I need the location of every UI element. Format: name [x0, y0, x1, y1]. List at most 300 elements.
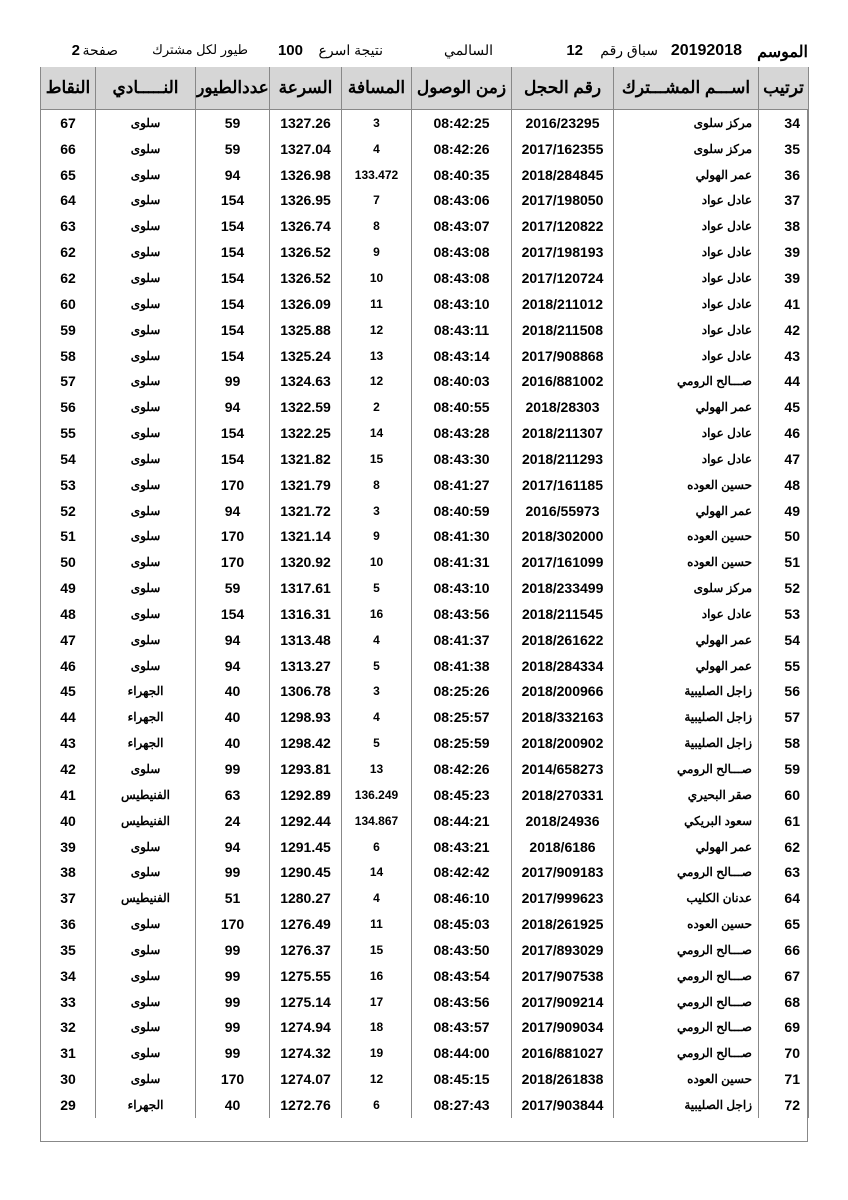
cell-speed: 1317.61 [270, 575, 342, 601]
cell-speed: 1313.27 [270, 653, 342, 679]
cell-name: حسين العوده [614, 911, 759, 937]
cell-name: صـــالح الرومي [614, 1040, 759, 1066]
cell-club: سلوى [96, 188, 196, 214]
cell-club: سلوى [96, 549, 196, 575]
cell-arrival: 08:41:30 [412, 524, 512, 550]
cell-rank: 57 [759, 704, 809, 730]
cell-arrival: 08:42:42 [412, 859, 512, 885]
season-label: الموسم [757, 44, 808, 61]
cell-distance: 15 [342, 937, 412, 963]
cell-points: 34 [41, 963, 96, 989]
cell-birds: 99 [196, 1015, 270, 1041]
cell-club: سلوى [96, 136, 196, 162]
table-row [41, 627, 809, 653]
cell-speed: 1290.45 [270, 859, 342, 885]
cell-birds: 94 [196, 834, 270, 860]
cell-arrival: 08:45:03 [412, 911, 512, 937]
result-count: 100 [277, 42, 303, 59]
cell-arrival: 08:43:08 [412, 265, 512, 291]
cell-club: الجهراء [96, 679, 196, 705]
cell-distance: 4 [342, 704, 412, 730]
cell-distance: 4 [342, 627, 412, 653]
cell-points: 38 [41, 859, 96, 885]
cell-name: عادل عواد [614, 317, 759, 343]
cell-speed: 1274.32 [270, 1040, 342, 1066]
cell-birds: 170 [196, 524, 270, 550]
cell-birds: 59 [196, 575, 270, 601]
cell-points: 31 [41, 1040, 96, 1066]
cell-points: 49 [41, 575, 96, 601]
cell-speed: 1293.81 [270, 756, 342, 782]
cell-points: 40 [41, 808, 96, 834]
cell-name: عادل عواد [614, 265, 759, 291]
cell-birds: 170 [196, 1066, 270, 1092]
cell-birds: 94 [196, 394, 270, 420]
cell-speed: 1276.49 [270, 911, 342, 937]
cell-rank: 62 [759, 834, 809, 860]
cell-points: 42 [41, 756, 96, 782]
cell-points: 62 [41, 239, 96, 265]
cell-arrival: 08:43:50 [412, 937, 512, 963]
cell-distance: 14 [342, 859, 412, 885]
table-row [41, 317, 809, 343]
table-row [41, 394, 809, 420]
cell-rank: 66 [759, 937, 809, 963]
cell-speed: 1327.04 [270, 136, 342, 162]
table-row [41, 756, 809, 782]
cell-rank: 56 [759, 679, 809, 705]
cell-birds: 94 [196, 162, 270, 188]
cell-name: زاجل الصليبية [614, 679, 759, 705]
cell-distance: 7 [342, 188, 412, 214]
table-row [41, 368, 809, 394]
cell-birds: 99 [196, 859, 270, 885]
cell-birds: 99 [196, 989, 270, 1015]
page-header [40, 42, 808, 64]
cell-points: 52 [41, 498, 96, 524]
cell-club: سلوى [96, 937, 196, 963]
cell-club: سلوى [96, 911, 196, 937]
cell-distance: 3 [342, 679, 412, 705]
cell-arrival: 08:43:54 [412, 963, 512, 989]
table-row [41, 808, 809, 834]
cell-rank: 53 [759, 601, 809, 627]
cell-speed: 1292.44 [270, 808, 342, 834]
cell-name: مركز سلوى [614, 136, 759, 162]
cell-speed: 1272.76 [270, 1092, 342, 1118]
col-name: اســـم المشـــترك [614, 67, 759, 110]
cell-points: 63 [41, 213, 96, 239]
cell-speed: 1325.88 [270, 317, 342, 343]
cell-arrival: 08:42:26 [412, 136, 512, 162]
cell-name: عدنان الكليب [614, 885, 759, 911]
table-row [41, 524, 809, 550]
cell-points: 64 [41, 188, 96, 214]
cell-rank: 70 [759, 1040, 809, 1066]
race-label: سباق رقم [600, 42, 658, 58]
cell-points: 51 [41, 524, 96, 550]
cell-club: سلوى [96, 110, 196, 136]
cell-birds: 99 [196, 368, 270, 394]
cell-speed: 1327.26 [270, 110, 342, 136]
cell-arrival: 08:43:56 [412, 601, 512, 627]
table-row [41, 472, 809, 498]
cell-rank: 58 [759, 730, 809, 756]
cell-arrival: 08:43:11 [412, 317, 512, 343]
table-row [41, 679, 809, 705]
cell-rank: 46 [759, 420, 809, 446]
cell-speed: 1292.89 [270, 782, 342, 808]
cell-ring: 2016/881002 [512, 368, 614, 394]
cell-rank: 39 [759, 265, 809, 291]
cell-club: سلوى [96, 368, 196, 394]
col-points: النقاط [41, 67, 96, 110]
cell-birds: 94 [196, 653, 270, 679]
cell-ring: 2018/261925 [512, 911, 614, 937]
col-speed: السرعة [270, 67, 342, 110]
table-row [41, 239, 809, 265]
cell-rank: 69 [759, 1015, 809, 1041]
cell-speed: 1298.42 [270, 730, 342, 756]
cell-club: سلوى [96, 1040, 196, 1066]
cell-birds: 170 [196, 472, 270, 498]
cell-arrival: 08:43:21 [412, 834, 512, 860]
cell-rank: 65 [759, 911, 809, 937]
cell-club: سلوى [96, 213, 196, 239]
cell-arrival: 08:42:26 [412, 756, 512, 782]
cell-club: الجهراء [96, 730, 196, 756]
cell-club: سلوى [96, 627, 196, 653]
table-row [41, 885, 809, 911]
col-birds: عددالطيور [196, 67, 270, 110]
cell-birds: 154 [196, 446, 270, 472]
cell-rank: 52 [759, 575, 809, 601]
cell-points: 30 [41, 1066, 96, 1092]
cell-distance: 9 [342, 239, 412, 265]
table-row [41, 498, 809, 524]
cell-speed: 1298.93 [270, 704, 342, 730]
cell-speed: 1275.14 [270, 989, 342, 1015]
cell-name: صـــالح الرومي [614, 963, 759, 989]
cell-ring: 2018/200902 [512, 730, 614, 756]
page-number: 2 [71, 42, 80, 59]
cell-rank: 60 [759, 782, 809, 808]
table-row [41, 420, 809, 446]
cell-speed: 1291.45 [270, 834, 342, 860]
cell-speed: 1276.37 [270, 937, 342, 963]
cell-ring: 2018/332163 [512, 704, 614, 730]
cell-rank: 36 [759, 162, 809, 188]
cell-arrival: 08:27:43 [412, 1092, 512, 1118]
cell-club: الجهراء [96, 1092, 196, 1118]
cell-ring: 2017/161185 [512, 472, 614, 498]
cell-arrival: 08:43:10 [412, 575, 512, 601]
cell-ring: 2018/284334 [512, 653, 614, 679]
cell-club: سلوى [96, 472, 196, 498]
cell-rank: 49 [759, 498, 809, 524]
table-row [41, 213, 809, 239]
cell-ring: 2017/909214 [512, 989, 614, 1015]
cell-speed: 1274.94 [270, 1015, 342, 1041]
cell-distance: 14 [342, 420, 412, 446]
cell-points: 33 [41, 989, 96, 1015]
cell-distance: 13 [342, 756, 412, 782]
cell-arrival: 08:46:10 [412, 885, 512, 911]
table-row [41, 136, 809, 162]
cell-arrival: 08:43:56 [412, 989, 512, 1015]
cell-ring: 2017/162355 [512, 136, 614, 162]
cell-arrival: 08:25:59 [412, 730, 512, 756]
cell-speed: 1321.72 [270, 498, 342, 524]
cell-distance: 10 [342, 549, 412, 575]
cell-distance: 12 [342, 1066, 412, 1092]
cell-ring: 2017/999623 [512, 885, 614, 911]
cell-speed: 1275.55 [270, 963, 342, 989]
cell-points: 32 [41, 1015, 96, 1041]
cell-name: عادل عواد [614, 213, 759, 239]
cell-speed: 1324.63 [270, 368, 342, 394]
cell-speed: 1280.27 [270, 885, 342, 911]
cell-points: 44 [41, 704, 96, 730]
cell-distance: 5 [342, 653, 412, 679]
cell-birds: 154 [196, 291, 270, 317]
cell-name: عمر الهولي [614, 834, 759, 860]
cell-birds: 99 [196, 963, 270, 989]
cell-club: سلوى [96, 343, 196, 369]
cell-ring: 2017/903844 [512, 1092, 614, 1118]
table-row [41, 782, 809, 808]
cell-points: 35 [41, 937, 96, 963]
cell-birds: 99 [196, 756, 270, 782]
cell-points: 62 [41, 265, 96, 291]
cell-club: سلوى [96, 394, 196, 420]
cell-distance: 136.249 [342, 782, 412, 808]
cell-birds: 154 [196, 420, 270, 446]
cell-ring: 2018/261838 [512, 1066, 614, 1092]
cell-name: صـــالح الرومي [614, 1015, 759, 1041]
cell-arrival: 08:40:35 [412, 162, 512, 188]
cell-rank: 72 [759, 1092, 809, 1118]
table-row [41, 575, 809, 601]
cell-rank: 42 [759, 317, 809, 343]
cell-distance: 12 [342, 317, 412, 343]
cell-rank: 34 [759, 110, 809, 136]
cell-ring: 2016/881027 [512, 1040, 614, 1066]
cell-name: صـــالح الرومي [614, 859, 759, 885]
cell-rank: 39 [759, 239, 809, 265]
cell-ring: 2018/270331 [512, 782, 614, 808]
cell-ring: 2017/120822 [512, 213, 614, 239]
cell-arrival: 08:43:30 [412, 446, 512, 472]
cell-points: 43 [41, 730, 96, 756]
cell-ring: 2016/23295 [512, 110, 614, 136]
cell-rank: 48 [759, 472, 809, 498]
cell-points: 36 [41, 911, 96, 937]
cell-name: عادل عواد [614, 343, 759, 369]
cell-club: سلوى [96, 291, 196, 317]
cell-ring: 2017/909034 [512, 1015, 614, 1041]
cell-ring: 2018/302000 [512, 524, 614, 550]
cell-speed: 1326.95 [270, 188, 342, 214]
cell-ring: 2017/120724 [512, 265, 614, 291]
cell-speed: 1313.48 [270, 627, 342, 653]
cell-points: 67 [41, 110, 96, 136]
cell-points: 58 [41, 343, 96, 369]
cell-distance: 8 [342, 213, 412, 239]
cell-birds: 154 [196, 317, 270, 343]
cell-ring: 2018/284845 [512, 162, 614, 188]
cell-birds: 40 [196, 679, 270, 705]
cell-arrival: 08:43:57 [412, 1015, 512, 1041]
cell-club: سلوى [96, 1015, 196, 1041]
result-label: نتيجة اسرع [318, 42, 383, 58]
cell-rank: 41 [759, 291, 809, 317]
cell-speed: 1322.25 [270, 420, 342, 446]
cell-birds: 154 [196, 265, 270, 291]
cell-rank: 71 [759, 1066, 809, 1092]
cell-name: عمر الهولي [614, 653, 759, 679]
cell-club: الفنيطيس [96, 808, 196, 834]
cell-points: 37 [41, 885, 96, 911]
cell-points: 55 [41, 420, 96, 446]
cell-points: 60 [41, 291, 96, 317]
cell-speed: 1326.98 [270, 162, 342, 188]
table-row [41, 446, 809, 472]
cell-arrival: 08:40:03 [412, 368, 512, 394]
race-number: 12 [566, 42, 583, 59]
cell-ring: 2018/200966 [512, 679, 614, 705]
cell-speed: 1326.52 [270, 239, 342, 265]
cell-speed: 1325.24 [270, 343, 342, 369]
cell-birds: 154 [196, 188, 270, 214]
cell-club: سلوى [96, 446, 196, 472]
cell-speed: 1326.74 [270, 213, 342, 239]
cell-distance: 9 [342, 524, 412, 550]
table-row [41, 937, 809, 963]
season-value: 20192018 [670, 42, 742, 59]
cell-birds: 24 [196, 808, 270, 834]
cell-name: حسين العوده [614, 472, 759, 498]
cell-club: سلوى [96, 317, 196, 343]
cell-speed: 1320.92 [270, 549, 342, 575]
cell-birds: 154 [196, 343, 270, 369]
cell-distance: 5 [342, 730, 412, 756]
cell-birds: 99 [196, 937, 270, 963]
cell-rank: 54 [759, 627, 809, 653]
cell-name: عادل عواد [614, 420, 759, 446]
cell-club: سلوى [96, 498, 196, 524]
cell-ring: 2018/28303 [512, 394, 614, 420]
cell-points: 65 [41, 162, 96, 188]
cell-ring: 2017/893029 [512, 937, 614, 963]
cell-arrival: 08:40:59 [412, 498, 512, 524]
table-row [41, 549, 809, 575]
birds-per-participant: طيور لكل مشترك [152, 42, 248, 57]
cell-distance: 6 [342, 834, 412, 860]
cell-club: سلوى [96, 756, 196, 782]
cell-points: 54 [41, 446, 96, 472]
cell-distance: 16 [342, 601, 412, 627]
cell-ring: 2018/261622 [512, 627, 614, 653]
cell-arrival: 08:41:31 [412, 549, 512, 575]
table-row [41, 911, 809, 937]
cell-rank: 44 [759, 368, 809, 394]
cell-speed: 1321.79 [270, 472, 342, 498]
cell-name: صـــالح الرومي [614, 756, 759, 782]
col-rank: ترتيب [759, 67, 809, 110]
cell-rank: 45 [759, 394, 809, 420]
cell-rank: 51 [759, 549, 809, 575]
cell-name: صـــالح الرومي [614, 368, 759, 394]
table-row [41, 963, 809, 989]
cell-distance: 134.867 [342, 808, 412, 834]
cell-points: 53 [41, 472, 96, 498]
cell-arrival: 08:25:57 [412, 704, 512, 730]
table-row [41, 859, 809, 885]
cell-points: 41 [41, 782, 96, 808]
cell-ring: 2017/909183 [512, 859, 614, 885]
cell-distance: 5 [342, 575, 412, 601]
cell-distance: 11 [342, 291, 412, 317]
cell-ring: 2017/198193 [512, 239, 614, 265]
cell-distance: 3 [342, 110, 412, 136]
cell-name: عادل عواد [614, 239, 759, 265]
cell-arrival: 08:40:55 [412, 394, 512, 420]
cell-ring: 2018/233499 [512, 575, 614, 601]
cell-arrival: 08:41:37 [412, 627, 512, 653]
cell-rank: 63 [759, 859, 809, 885]
cell-name: صقر البحيري [614, 782, 759, 808]
cell-name: عادل عواد [614, 291, 759, 317]
cell-points: 59 [41, 317, 96, 343]
cell-distance: 16 [342, 963, 412, 989]
cell-name: مركز سلوى [614, 575, 759, 601]
table-row [41, 1066, 809, 1092]
cell-distance: 15 [342, 446, 412, 472]
cell-arrival: 08:43:08 [412, 239, 512, 265]
cell-club: سلوى [96, 162, 196, 188]
cell-name: سعود البريكي [614, 808, 759, 834]
cell-speed: 1306.78 [270, 679, 342, 705]
cell-speed: 1321.82 [270, 446, 342, 472]
cell-club: سلوى [96, 239, 196, 265]
cell-birds: 40 [196, 730, 270, 756]
cell-birds: 170 [196, 549, 270, 575]
cell-ring: 2017/907538 [512, 963, 614, 989]
table-row [41, 291, 809, 317]
cell-name: مركز سلوى [614, 110, 759, 136]
cell-ring: 2018/211293 [512, 446, 614, 472]
cell-ring: 2016/55973 [512, 498, 614, 524]
table-row [41, 601, 809, 627]
table-row [41, 704, 809, 730]
cell-distance: 11 [342, 911, 412, 937]
cell-name: عادل عواد [614, 446, 759, 472]
cell-club: سلوى [96, 1066, 196, 1092]
cell-arrival: 08:41:27 [412, 472, 512, 498]
table-row [41, 1092, 809, 1118]
table-row [41, 730, 809, 756]
cell-distance: 6 [342, 1092, 412, 1118]
cell-speed: 1274.07 [270, 1066, 342, 1092]
cell-points: 57 [41, 368, 96, 394]
table-row [41, 188, 809, 214]
cell-name: عمر الهولي [614, 627, 759, 653]
cell-name: عادل عواد [614, 601, 759, 627]
table-row [41, 110, 809, 136]
cell-birds: 94 [196, 498, 270, 524]
table-row [41, 343, 809, 369]
